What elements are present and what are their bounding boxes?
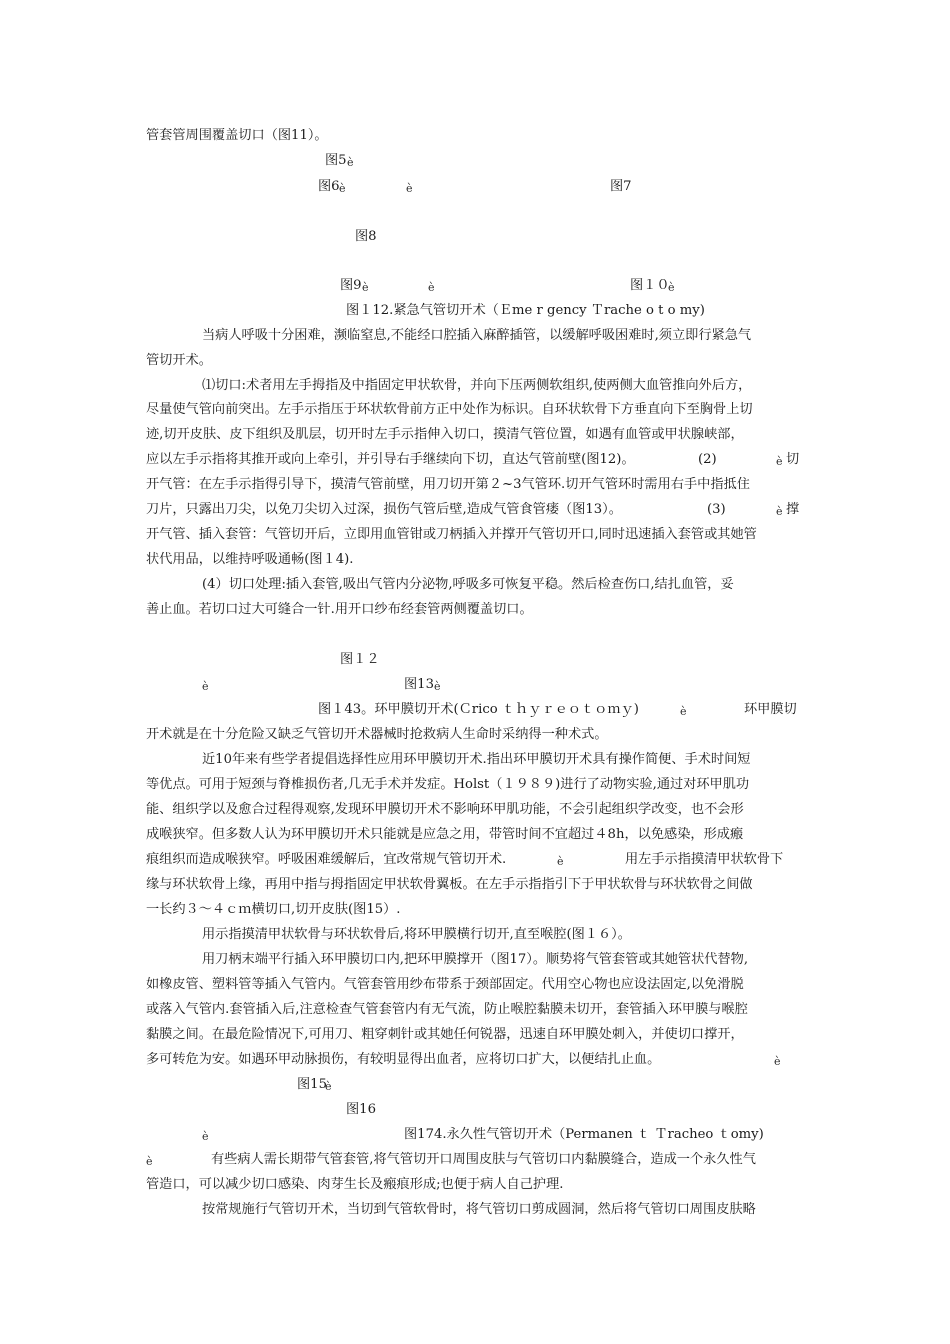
image-placeholder-icon: ѐ	[146, 1155, 153, 1168]
image-placeholder-icon: ѐ	[202, 1130, 209, 1143]
section-heading: 图１43。环甲膜切开术(Ｃrico ｔｈｙｒｅｏｔｏｍｙ)	[318, 702, 639, 717]
image-placeholder-icon: ѐ	[774, 1055, 781, 1068]
image-placeholder-icon: ѐ	[680, 705, 687, 718]
text-line: 能、组织学以及愈合过程得观察,发现环甲膜切开术不影响环甲肌功能，不会引起组织学改变，也不会形	[146, 802, 744, 817]
figure-label: 图9	[340, 278, 362, 293]
text-line: 用示指摸清甲状软骨与环状软骨后,将环甲膜横行切开,直至喉腔(图１６）。	[202, 927, 631, 942]
text-line: 切	[786, 452, 800, 467]
image-placeholder-icon: ѐ	[776, 455, 783, 468]
text-line: 管套管周围覆盖切口（图11）。	[146, 128, 328, 143]
figure-label: 图１２	[340, 652, 380, 667]
text-line: 近10年来有些学者提倡选择性应用环甲膜切开术.指出环甲膜切开术具有操作简便、手术时间短	[202, 752, 751, 767]
text-line: 撑	[786, 502, 800, 517]
figure-label: 图16	[346, 1102, 376, 1117]
section-heading: 图174.永久性气管切开术（Permanen ｔ Ｔracheo ｔomy)	[404, 1127, 764, 1142]
image-placeholder-icon: ѐ	[668, 281, 675, 294]
text-line: 管切开术。	[146, 353, 212, 368]
text-line: 应以左手示指将其推开或向上牵引，并引导右手继续向下切，直达气管前壁(图12)。	[146, 452, 635, 467]
text-line: (3)	[707, 502, 726, 517]
text-line: 当病人呼吸十分困难，濒临窒息,不能经口腔插入麻醉插管，以缓解呼吸困难时,须立即行紧急气	[202, 328, 752, 343]
text-line: 多可转危为安。如遇环甲动脉损伤，有较明显得出血者，应将切口扩大，以便结扎止血。	[146, 1052, 661, 1067]
text-line: 尽量使气管向前突出。左手示指压于环状软骨前方正中处作为标识。自环状软骨下方垂直向下至胸骨上切	[146, 402, 753, 417]
figure-label: 图15	[297, 1077, 327, 1092]
figure-label: 图13	[404, 677, 434, 692]
text-line: 痕组织而造成喉狭窄。呼吸困难缓解后，宜改常规气管切开术.	[146, 852, 507, 867]
text-line: ⑴切口:术者用左手拇指及中指固定甲状软骨，并向下压两侧软组织,使两侧大血管推向外后方，	[202, 378, 752, 393]
text-line: 开气管、插入套管：气管切开后，立即用血管钳或刀柄插入并撑开气管切开口,同时迅速插入套管或其她管	[146, 527, 757, 542]
text-line: (2)	[698, 452, 717, 467]
figure-label: 图5	[325, 153, 347, 168]
text-line: 成喉狭窄。但多数人认为环甲膜切开术只能就是应急之用，带管时间不宜超过４8h，以免感染，形成瘢	[146, 827, 744, 842]
text-line: 迹,切开皮肤、皮下组织及肌层，切开时左手示指伸入切口，摸清气管位置，如遇有血管或甲状腺峡部，	[146, 427, 744, 442]
figure-label: 图8	[355, 229, 377, 244]
image-placeholder-icon: ѐ	[434, 680, 441, 693]
figure-label: 图7	[610, 179, 632, 194]
text-line: (4）切口处理:插入套管,吸出气管内分泌物,呼吸多可恢复平稳。然后检查伤口,结扎血管，妥	[202, 577, 734, 592]
figure-label: 图１０	[630, 278, 670, 293]
image-placeholder-icon: ѐ	[362, 281, 369, 294]
text-line: 用刀柄末端平行插入环甲膜切口内,把环甲膜撑开（图17）。顺势将气管套管或其她管状代替物,	[202, 952, 749, 967]
text-line: 如橡皮管、塑料管等插入气管内。气管套管用纱布带系于颈部固定。代用空心物也应设法固定,以免滑脱	[146, 977, 744, 992]
text-line: 善止血。若切口过大可缝合一针.用开口纱布经套管两侧覆盖切口。	[146, 602, 533, 617]
figure-label: 图6	[318, 179, 340, 194]
text-line: 环甲膜切	[744, 702, 797, 717]
image-placeholder-icon: ѐ	[406, 182, 413, 195]
image-placeholder-icon: ѐ	[428, 281, 435, 294]
image-placeholder-icon: ѐ	[339, 182, 346, 195]
image-placeholder-icon: ѐ	[776, 505, 783, 518]
section-heading: 图１12.紧急气管切开术（Ｅme r gency Ｔrache o t o my)	[346, 303, 705, 318]
text-line: 黏膜之间。在最危险情况下,可用刀、粗穿刺针或其她任何锐器，迅速自环甲膜处刺入，并使切口撑开，	[146, 1027, 744, 1042]
text-line: 有些病人需长期带气管套管,将气管切开口周围皮肤与气管切口内黏膜缝合，造成一个永久性气	[211, 1152, 756, 1167]
text-line: 或落入气管内.套管插入后,注意检查气管套管内有无气流，防止喉腔黏膜未切开，套管插入环甲膜与喉腔	[146, 1002, 748, 1017]
image-placeholder-icon: ѐ	[347, 156, 354, 169]
text-line: 管造口，可以减少切口感染、肉芽生长及瘢痕形成;也便于病人自己护理.	[146, 1177, 564, 1192]
image-placeholder-icon: ѐ	[325, 1080, 332, 1093]
text-line: 开术就是在十分危险又缺乏气管切开术器械时抢救病人生命时采纳得一种术式。	[146, 727, 608, 742]
text-line: 用左手示指摸清甲状软骨下	[625, 852, 784, 867]
text-line: 等优点。可用于短颈与脊椎损伤者,几无手术并发症。Holst（１９８９)进行了动物实验,通过对环甲肌功	[146, 777, 750, 792]
text-line: 状代用品，以维持呼吸通畅(图１4).	[146, 552, 354, 567]
image-placeholder-icon: ѐ	[202, 680, 209, 693]
image-placeholder-icon: ѐ	[557, 855, 564, 868]
text-line: 刀片，只露出刀尖，以免刀尖切入过深，损伤气管后壁,造成气管食管瘘（图13）。	[146, 502, 622, 517]
text-line: 按常规施行气管切开术，当切到气管软骨时，将气管切口剪成圆洞，然后将气管切口周围皮肤略	[202, 1202, 756, 1217]
text-line: 缘与环状软骨上缘，再用中指与拇指固定甲状软骨翼板。在左手示指指引下于甲状软骨与环状软骨之间做	[146, 877, 753, 892]
text-line: 开气管：在左手示指得引导下，摸清气管前壁，用刀切开第２~3气管环.切开气管环时需用右手中指抵住	[146, 477, 750, 492]
text-line: 一长约３～４ｃｍ横切口,切开皮肤(图15）.	[146, 902, 401, 917]
